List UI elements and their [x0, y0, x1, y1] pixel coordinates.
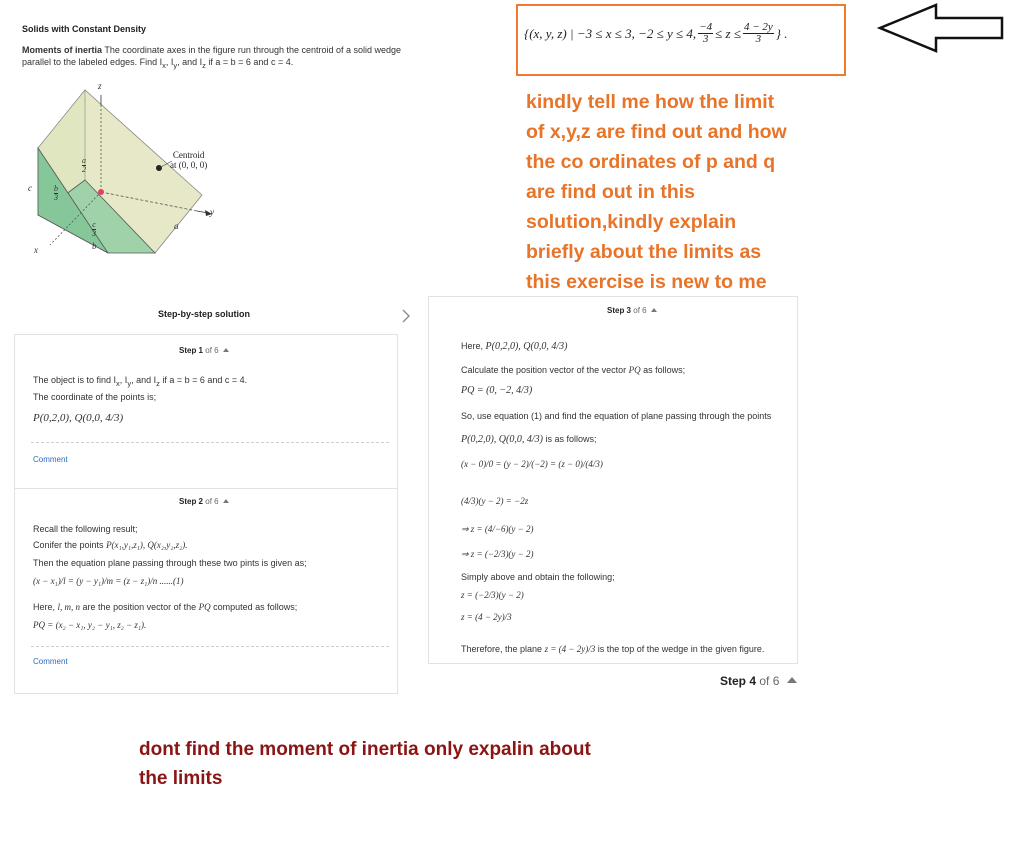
question-line: this exercise is new to me: [526, 271, 767, 293]
r13-a: Therefore, the plane: [461, 644, 543, 654]
step-2-of: of 6: [203, 497, 219, 506]
question-line: are find out in this: [526, 181, 695, 203]
problem-text: Moments of inertia The coordinate axes in the figure run through the centroid of a solid wedge parallel to the labeled edges. Find $I_x$, $I_y$, and $I_z$ if a = b = 6 and c = 4.: [22, 45, 402, 70]
r2: [461, 365, 685, 377]
s1-line2: The coordinate of the points is;: [33, 392, 157, 402]
r1-math: P(0,2,0), Q(0,0, 4/3): [485, 341, 568, 352]
problem-line-2: parallel to the labeled edges. Find I: [22, 56, 163, 67]
r2-pq: PQ: [628, 365, 641, 375]
formula-right: } .: [775, 25, 788, 41]
r5-math: P(0,2,0), Q(0,0, 4/3): [461, 434, 543, 445]
r3: PQ = (0, −2, 4/3): [461, 385, 533, 396]
divider: [31, 442, 389, 443]
centroid-label-line-1: Centroid: [172, 150, 205, 160]
frac-c3-den: 3: [92, 229, 96, 238]
s2-line2: [33, 540, 188, 552]
frac-b3-den: 3: [54, 193, 58, 202]
question-line: solution,kindly explain: [526, 211, 737, 233]
bottom-note: [139, 735, 591, 793]
r1-here: Here,: [461, 341, 484, 351]
s2-line3: Then the equation plane passing through these two pints is given as;: [33, 558, 307, 568]
problem-line-1: The coordinate axes in the figure run through the centroid of a solid wedge: [102, 45, 402, 55]
question-line: of x,y,z are find out and how: [526, 121, 787, 143]
step-3-toggle[interactable]: [607, 306, 657, 315]
frac-a2-den: 2: [82, 165, 86, 174]
step-3-label: Step 3: [607, 306, 632, 315]
wedge-diagram: [22, 85, 242, 260]
s1-formula: P(0,2,0), Q(0,0, 4/3): [33, 412, 124, 424]
r2-text: Calculate the position vector of the vector: [461, 365, 627, 375]
r9: ⇒ z = (−2/3)(y − 2): [461, 549, 534, 559]
r12: z = (4 − 2y)/3: [461, 612, 512, 622]
step-2-label: Step 2: [179, 497, 204, 506]
r1: [461, 340, 567, 353]
s2-line4-math: l, m, n: [57, 602, 81, 612]
bottom-note-line: dont find the moment of inertia only expalin about: [139, 739, 591, 760]
problem-line-2c: if a = b = 6 and c = 4.: [205, 56, 294, 67]
axis-y-label: y: [210, 207, 214, 217]
formula-frac-neg4-3: [698, 22, 713, 45]
question-line: the co ordinates of p and q: [526, 151, 776, 173]
chevron-up-icon: [223, 499, 229, 503]
formula-frac-top: [743, 22, 774, 45]
step-2-card: [14, 488, 398, 694]
r6: (x − 0)/0 = (y − 2)/(−2) = (z − 0)/(4/3): [461, 459, 603, 469]
s2-line2-text: Conifer the points: [33, 540, 104, 550]
label-a: a: [174, 221, 179, 231]
s2-line2-math: P(x₁,y₁,z₁), Q(x₂,y₂,z₂).: [106, 540, 188, 550]
frac-den-3: 3: [702, 33, 709, 45]
frac-num-neg4: −4: [699, 21, 713, 33]
left-arrow-icon: [876, 2, 1012, 54]
boxed-formula: [516, 4, 846, 76]
step-1-card: [14, 334, 398, 491]
s1-line1-b: , and I: [131, 375, 157, 385]
formula-left: {(x, y, z) | −3 ≤ x ≤ 3, −2 ≤ y ≤ 4,: [524, 25, 697, 41]
step-4-of: of 6: [756, 674, 780, 688]
comment-link-2[interactable]: Comment: [33, 657, 68, 666]
solution-header: Step-by-step solution: [158, 309, 250, 319]
step-1-of: of 6: [203, 346, 219, 355]
centroid-label-line-2: at (0, 0, 0): [170, 159, 208, 170]
frac-den-top: 3: [755, 33, 762, 45]
frac-a2-num: a: [82, 156, 86, 165]
label-c: c: [28, 183, 32, 193]
frac-c3-num: c: [92, 220, 96, 229]
frac-c-over-3: [92, 221, 96, 238]
s2-line4-b: are the position vector of the: [82, 602, 197, 612]
centroid-label: [170, 151, 207, 171]
frac-a-over-2: [82, 157, 86, 174]
s1-line1-c: if a = b = 6 and c = 4.: [159, 375, 248, 385]
label-b: b: [92, 241, 97, 251]
chevron-up-icon: [223, 348, 229, 352]
r13-math: z = (4 − 2y)/3: [544, 644, 596, 654]
s1-line1: The object is to find $I_x$, $I_y$, and $I_z$ if a = b = 6 and c = 4.: [33, 375, 248, 388]
r2-b: as follows;: [643, 365, 686, 375]
chevron-up-icon: [651, 308, 657, 312]
r13-b: is the top of the wedge in the given figure.: [597, 644, 765, 654]
s2-equation: (x − x₁)/l = (y − y₁)/m = (z − z₁)/n ......(1): [33, 576, 184, 586]
problem-label: Moments of inertia: [22, 45, 103, 55]
step-4-label: Step 4: [720, 674, 757, 688]
axis-z-label: z: [98, 81, 102, 91]
r4: So, use equation (1) and find the equation of plane passing through the points: [461, 411, 772, 421]
divider: [31, 646, 389, 647]
step-4-toggle[interactable]: [720, 674, 797, 688]
frac-b-over-3: [54, 185, 58, 202]
s1-line1-a: The object is to find I: [33, 375, 117, 385]
step-3-card: [428, 296, 798, 664]
s2-line4-a: Here,: [33, 602, 56, 612]
r13: [461, 644, 764, 656]
step-1-toggle[interactable]: [179, 346, 229, 355]
s2-line1: Recall the following result;: [33, 524, 138, 534]
chevron-up-icon: [787, 677, 797, 683]
bottom-note-line: the limits: [139, 768, 223, 789]
limits-formula: [524, 22, 787, 45]
formula-mid: ≤ z ≤: [715, 25, 741, 41]
problem-heading: Solids with Constant Density: [22, 24, 147, 34]
problem-line-2b: , and I: [177, 56, 203, 67]
r5-b: is as follows;: [545, 434, 597, 444]
wedge-figure: [22, 81, 242, 260]
question-text: [526, 87, 787, 297]
frac-num-top: 4 − 2y: [743, 21, 773, 33]
question-line: briefly about the limits as: [526, 241, 762, 263]
r5: [461, 433, 596, 446]
s2-line4-pq: PQ: [198, 602, 211, 612]
r11: z = (−2/3)(y − 2): [461, 590, 524, 600]
r10: Simply above and obtain the following;: [461, 572, 615, 582]
r8: ⇒ z = (4/−6)(y − 2): [461, 524, 534, 534]
comment-link-1[interactable]: Comment: [33, 455, 68, 464]
question-line: kindly tell me how the limit: [526, 91, 775, 113]
s2-line4-c: computed as follows;: [213, 602, 298, 612]
r7: (4/3)(y − 2) = −2z: [461, 496, 529, 506]
step-2-toggle[interactable]: [179, 497, 229, 506]
s2-pq-formula: PQ = (x₂ − x₁, y₂ − y₁, z₂ − z₁).: [33, 620, 147, 630]
chevron-right-icon[interactable]: [400, 308, 412, 329]
step-1-label: Step 1: [179, 346, 204, 355]
frac-b3-num: b: [54, 184, 58, 193]
s2-line4: [33, 602, 297, 614]
step-3-of: of 6: [631, 306, 647, 315]
axis-x-label: x: [34, 245, 38, 255]
